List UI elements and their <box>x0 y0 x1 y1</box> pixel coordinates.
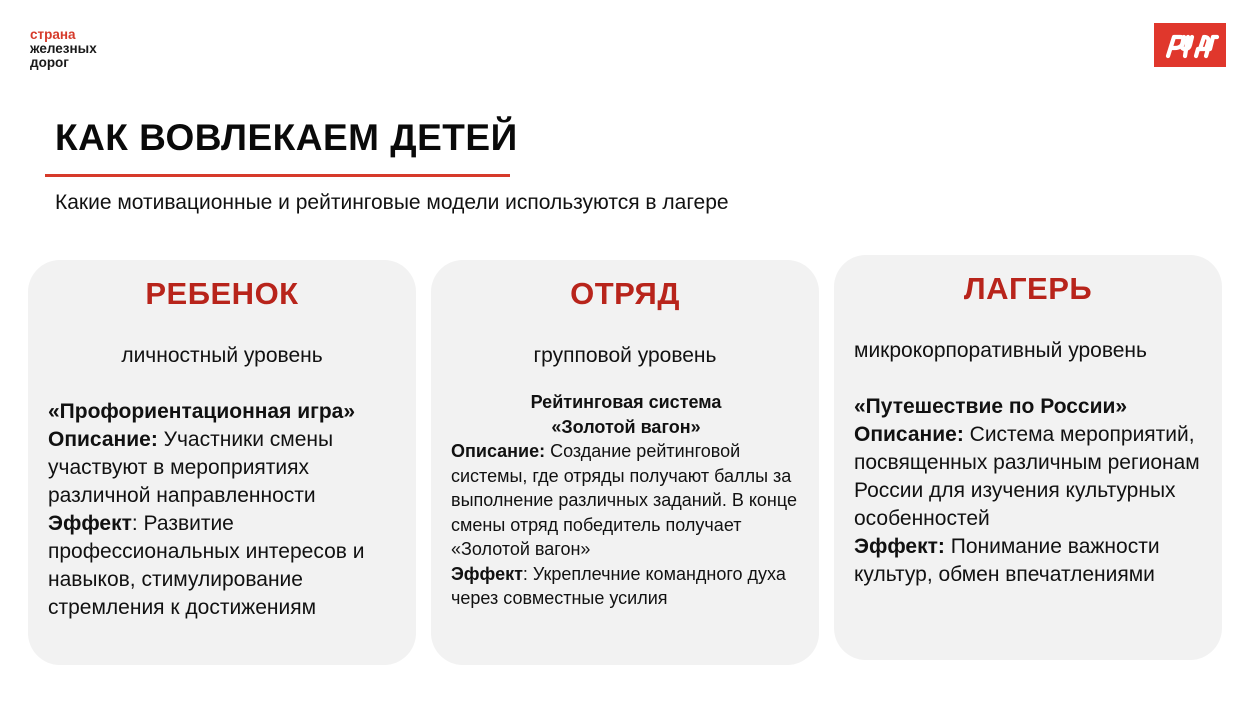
description-text: Система мероприятий, посвященных различным регионам России для изучения культурных особенностей <box>854 423 1200 530</box>
effect-text: : Укреплечние командного духа через совместные усилия <box>451 563 786 608</box>
card-title: ОТРЯД <box>570 276 680 311</box>
effect-label: Эффект <box>451 563 523 584</box>
description <box>48 426 408 510</box>
effect <box>854 533 1216 589</box>
card-title: ЛАГЕРЬ <box>963 271 1093 306</box>
effect-text: Понимание важности культур, обмен впечатлениями <box>854 535 1160 586</box>
description-label: Описание: <box>854 423 964 446</box>
description-label: Описание: <box>48 428 158 451</box>
brand-wordmark <box>30 28 97 70</box>
brand-line-1: страна <box>30 27 76 42</box>
description-text: Участники смены участвуют в мероприятиях различной направленности <box>48 428 334 507</box>
card-body <box>451 390 811 611</box>
model-name-line-1: Рейтинговая система <box>530 392 722 412</box>
description-text: Создание рейтинговой системы, где отряды получают баллы за выполнение различных заданий. В конце смены отряд победитель получает «Золотой вагон» <box>451 441 797 559</box>
model-name: «Путешествие по России» <box>854 395 1128 418</box>
card-level: групповой уровень <box>533 344 717 367</box>
description <box>854 421 1216 533</box>
brand-line-3: дорог <box>30 55 69 70</box>
model-name: «Профориентационная игра» <box>48 400 356 423</box>
card-body <box>854 393 1216 589</box>
card-camp <box>834 255 1222 660</box>
effect-label: Эффект: <box>854 535 945 558</box>
card-child <box>28 260 416 665</box>
card-title: РЕБЕНОК <box>145 276 299 311</box>
card-level: личностный уровень <box>121 344 323 367</box>
slide-title: КАК ВОВЛЕКАЕМ ДЕТЕЙ <box>55 117 518 158</box>
brand-line-2: железных <box>30 41 97 56</box>
effect <box>451 562 811 611</box>
title-underline <box>45 174 510 177</box>
description <box>451 439 811 562</box>
effect-text: : Развитие профессиональных интересов и навыков, стимулирование стремления к достижениям <box>48 512 365 619</box>
effect <box>48 510 408 622</box>
card-body <box>48 398 408 622</box>
rzd-logo <box>1154 23 1226 67</box>
effect-label: Эффект <box>48 512 132 535</box>
card-level: микрокорпоративный уровень <box>854 339 1147 362</box>
description-label: Описание: <box>451 441 546 461</box>
model-name-line-2: «Золотой вагон» <box>551 416 701 437</box>
card-squad <box>431 260 819 665</box>
slide-subtitle: Какие мотивационные и рейтинговые модели используются в лагере <box>55 191 729 214</box>
